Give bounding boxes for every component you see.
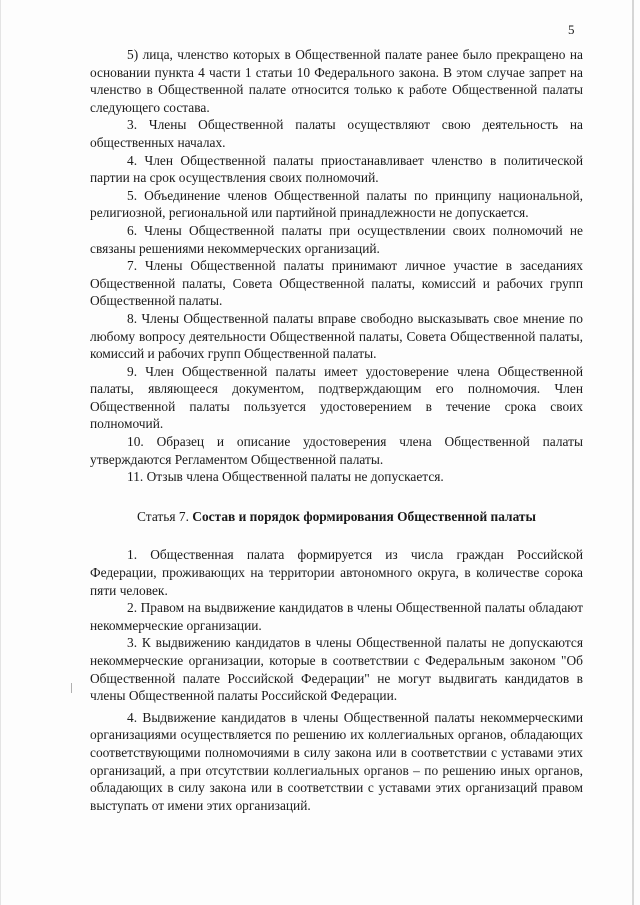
margin-mark [71, 683, 72, 693]
paragraph: 2. Правом на выдвижение кандидатов в члены Общественной палаты обладают некоммерческие организации. [90, 600, 583, 633]
article-heading [90, 508, 583, 526]
paragraph-group-top [90, 46, 583, 486]
paragraph: 11. Отзыв члена Общественной палаты не допускается. [127, 469, 444, 485]
paragraph: 6. Члены Общественной палаты при осуществлении своих полномочий не связаны решениями некоммерческих организаций. [90, 222, 583, 256]
paragraph: 10. Образец и описание удостоверения члена Общественной палаты утверждаются Регламентом Общественной палаты. [90, 434, 583, 467]
page-number: 5 [568, 22, 575, 37]
paragraph-group-bottom [90, 546, 583, 814]
paragraph: 5) лица, членство которых в Общественной палате ранее было прекращено на основании пункта 4 части 1 статьи 10 Федерального закона. В этом случае запрет на членство в Общественной палате относится только к работе Общественной палаты следующего состава. [90, 47, 583, 115]
document-body [90, 46, 583, 814]
paragraph: 4. Выдвижение кандидатов в члены Общественной палаты некоммерческими организациями осуществляется по решению их коллегиальных органов, обладающих соответствующими полномочиями в силу закона или в соответствии с уставами этих организаций, а при отсутствии коллегиальных органов – по решению иных органов, обладающих в силу закона или в соответствии с уставами этих организаций правом выступать от имени этих организаций. [90, 709, 583, 813]
article-label: Статья 7. [137, 508, 189, 524]
paragraph: 5. Объединение членов Общественной палаты по принципу национальной, религиозной, региональной или партийной принадлежности не допускается. [90, 187, 583, 221]
paragraph: 9. Член Общественной палаты имеет удостоверение члена Общественной палаты, являющееся документом, подтверждающим его полномочия. Член Общественной палаты пользуется удостоверением в течение срока своих полномочий. [90, 363, 583, 432]
paragraph: 7. Члены Общественной палаты принимают личное участие в заседаниях Общественной палаты, Совета Общественной палаты, комиссий и рабочих групп Общественной палаты. [90, 258, 583, 309]
paragraph: 3. К выдвижению кандидатов в члены Общественной палаты не допускаются некоммерческие организации, которые в соответствии с Федеральным законом "Об Общественной палате Российской Федерации" не могут выдвигать кандидатов в члены Общественной палаты Российской Федерации. [90, 635, 583, 704]
scan-edge-right [632, 0, 634, 905]
paragraph: 4. Член Общественной палаты приостанавливает членство в политической партии на срок осуществления своих полномочий. [90, 152, 583, 186]
paragraph: 8. Члены Общественной палаты вправе свободно высказывать свое мнение по любому вопросу деятельности Общественной палаты, Совета Общественной палаты, комиссий и рабочих групп Общественной палаты. [90, 310, 583, 362]
paragraph: 3. Члены Общественной палаты осуществляют свою деятельность на общественных началах. [90, 117, 583, 150]
scan-edge-left [0, 0, 1, 905]
article-title: Состав и порядок формирования Общественной палаты [192, 508, 536, 524]
paragraph: 1. Общественная палата формируется из числа граждан Российской Федерации, проживающих на территории автономного округа, в количестве сорока пяти человек. [90, 547, 583, 598]
